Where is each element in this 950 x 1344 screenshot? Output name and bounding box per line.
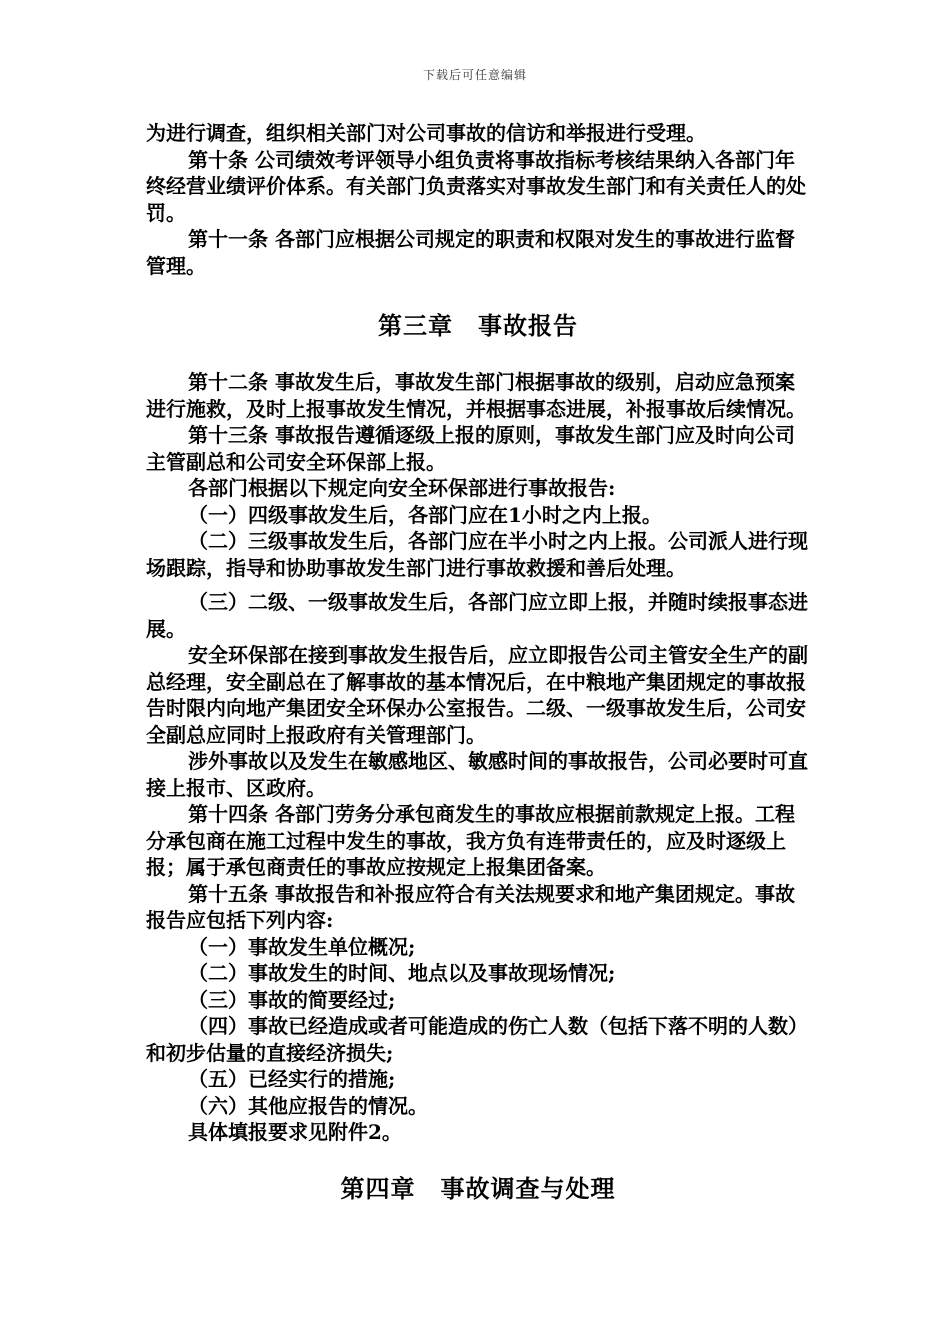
section-chapter-3: [146, 369, 810, 1146]
paragraph: 涉外事故以及发生在敏感地区、敏感时间的事故报告，公司必要时可直接上报市、区政府。: [146, 749, 808, 800]
document-body: [146, 120, 810, 1206]
paragraph: （四）事故已经造成或者可能造成的伤亡人数（包括下落不明的人数）和初步估量的直接经济损失;: [146, 1014, 808, 1065]
paragraph: 第十条 公司绩效考评领导小组负责将事故指标考核结果纳入各部门年终经营业绩评价体系。有关部门负责落实对事故发生部门和有关责任人的处罚。: [146, 147, 806, 225]
page-header: 下载后可任意编辑: [422, 68, 527, 82]
paragraph: （三）事故的简要经过;: [188, 987, 396, 1012]
paragraph: （一）事故发生单位概况;: [188, 934, 416, 959]
paragraph: 为进行调查，组织相关部门对公司事故的信访和举报进行受理。: [146, 121, 706, 145]
paragraph: （一）四级事故发生后，各部门应在1小时之内上报。: [188, 502, 662, 527]
paragraph: 第十二条 事故发生后，事故发生部门根据事故的级别，启动应急预案进行施救，及时上报事故发生情况，并根据事态进展，补报事故后续情况。: [146, 370, 806, 421]
paragraph: 第十一条 各部门应根据公司规定的职责和权限对发生的事故进行监督管理。: [146, 227, 795, 278]
paragraph: 第十三条 事故报告遵循逐级上报的原则，事故发生部门应及时向公司主管副总和公司安全环保部上报。: [146, 423, 795, 474]
paragraph: 第十四条 各部门劳务分承包商发生的事故应根据前款规定上报。工程分承包商在施工过程中发生的事故，我方负有连带责任的，应及时逐级上报；属于承包商责任的事故应按规定上报集团备案。: [146, 802, 795, 879]
paragraph: 第十五条 事故报告和补报应符合有关法规要求和地产集团规定。事故报告应包括下列内容:: [146, 881, 795, 932]
paragraph: （五）已经实行的措施;: [188, 1067, 396, 1091]
paragraph: （二）三级事故发生后，各部门应在半小时之内上报。公司派人进行现场跟踪，指导和协助事故发生部门进行事故救援和善后处理。: [146, 529, 808, 580]
paragraph: （二）事故发生的时间、地点以及事故现场情况;: [188, 961, 616, 985]
paragraph: 各部门根据以下规定向安全环保部进行事故报告:: [188, 476, 616, 500]
paragraph: 安全环保部在接到事故发生报告后，应立即报告公司主管安全生产的副总经理，安全副总在了解事故的基本情况后，在中粮地产集团规定的事故报告时限内向地产集团安全环保办公室报告。二级、一级事故发生后，公司安全副总应同时上报政府有关管理部门。: [146, 643, 808, 747]
paragraph: （六）其他应报告的情况。: [188, 1093, 428, 1118]
section-top: [146, 120, 810, 279]
paragraph: 具体填报要求见附件2。: [188, 1120, 402, 1144]
chapter-3-title: 第三章 事故报告: [378, 311, 578, 340]
paragraph: （三）二级、一级事故发生后，各部门应立即上报，并随时续报事态进展。: [146, 590, 808, 641]
chapter-4-title: 第四章 事故调查与处理: [340, 1173, 616, 1203]
